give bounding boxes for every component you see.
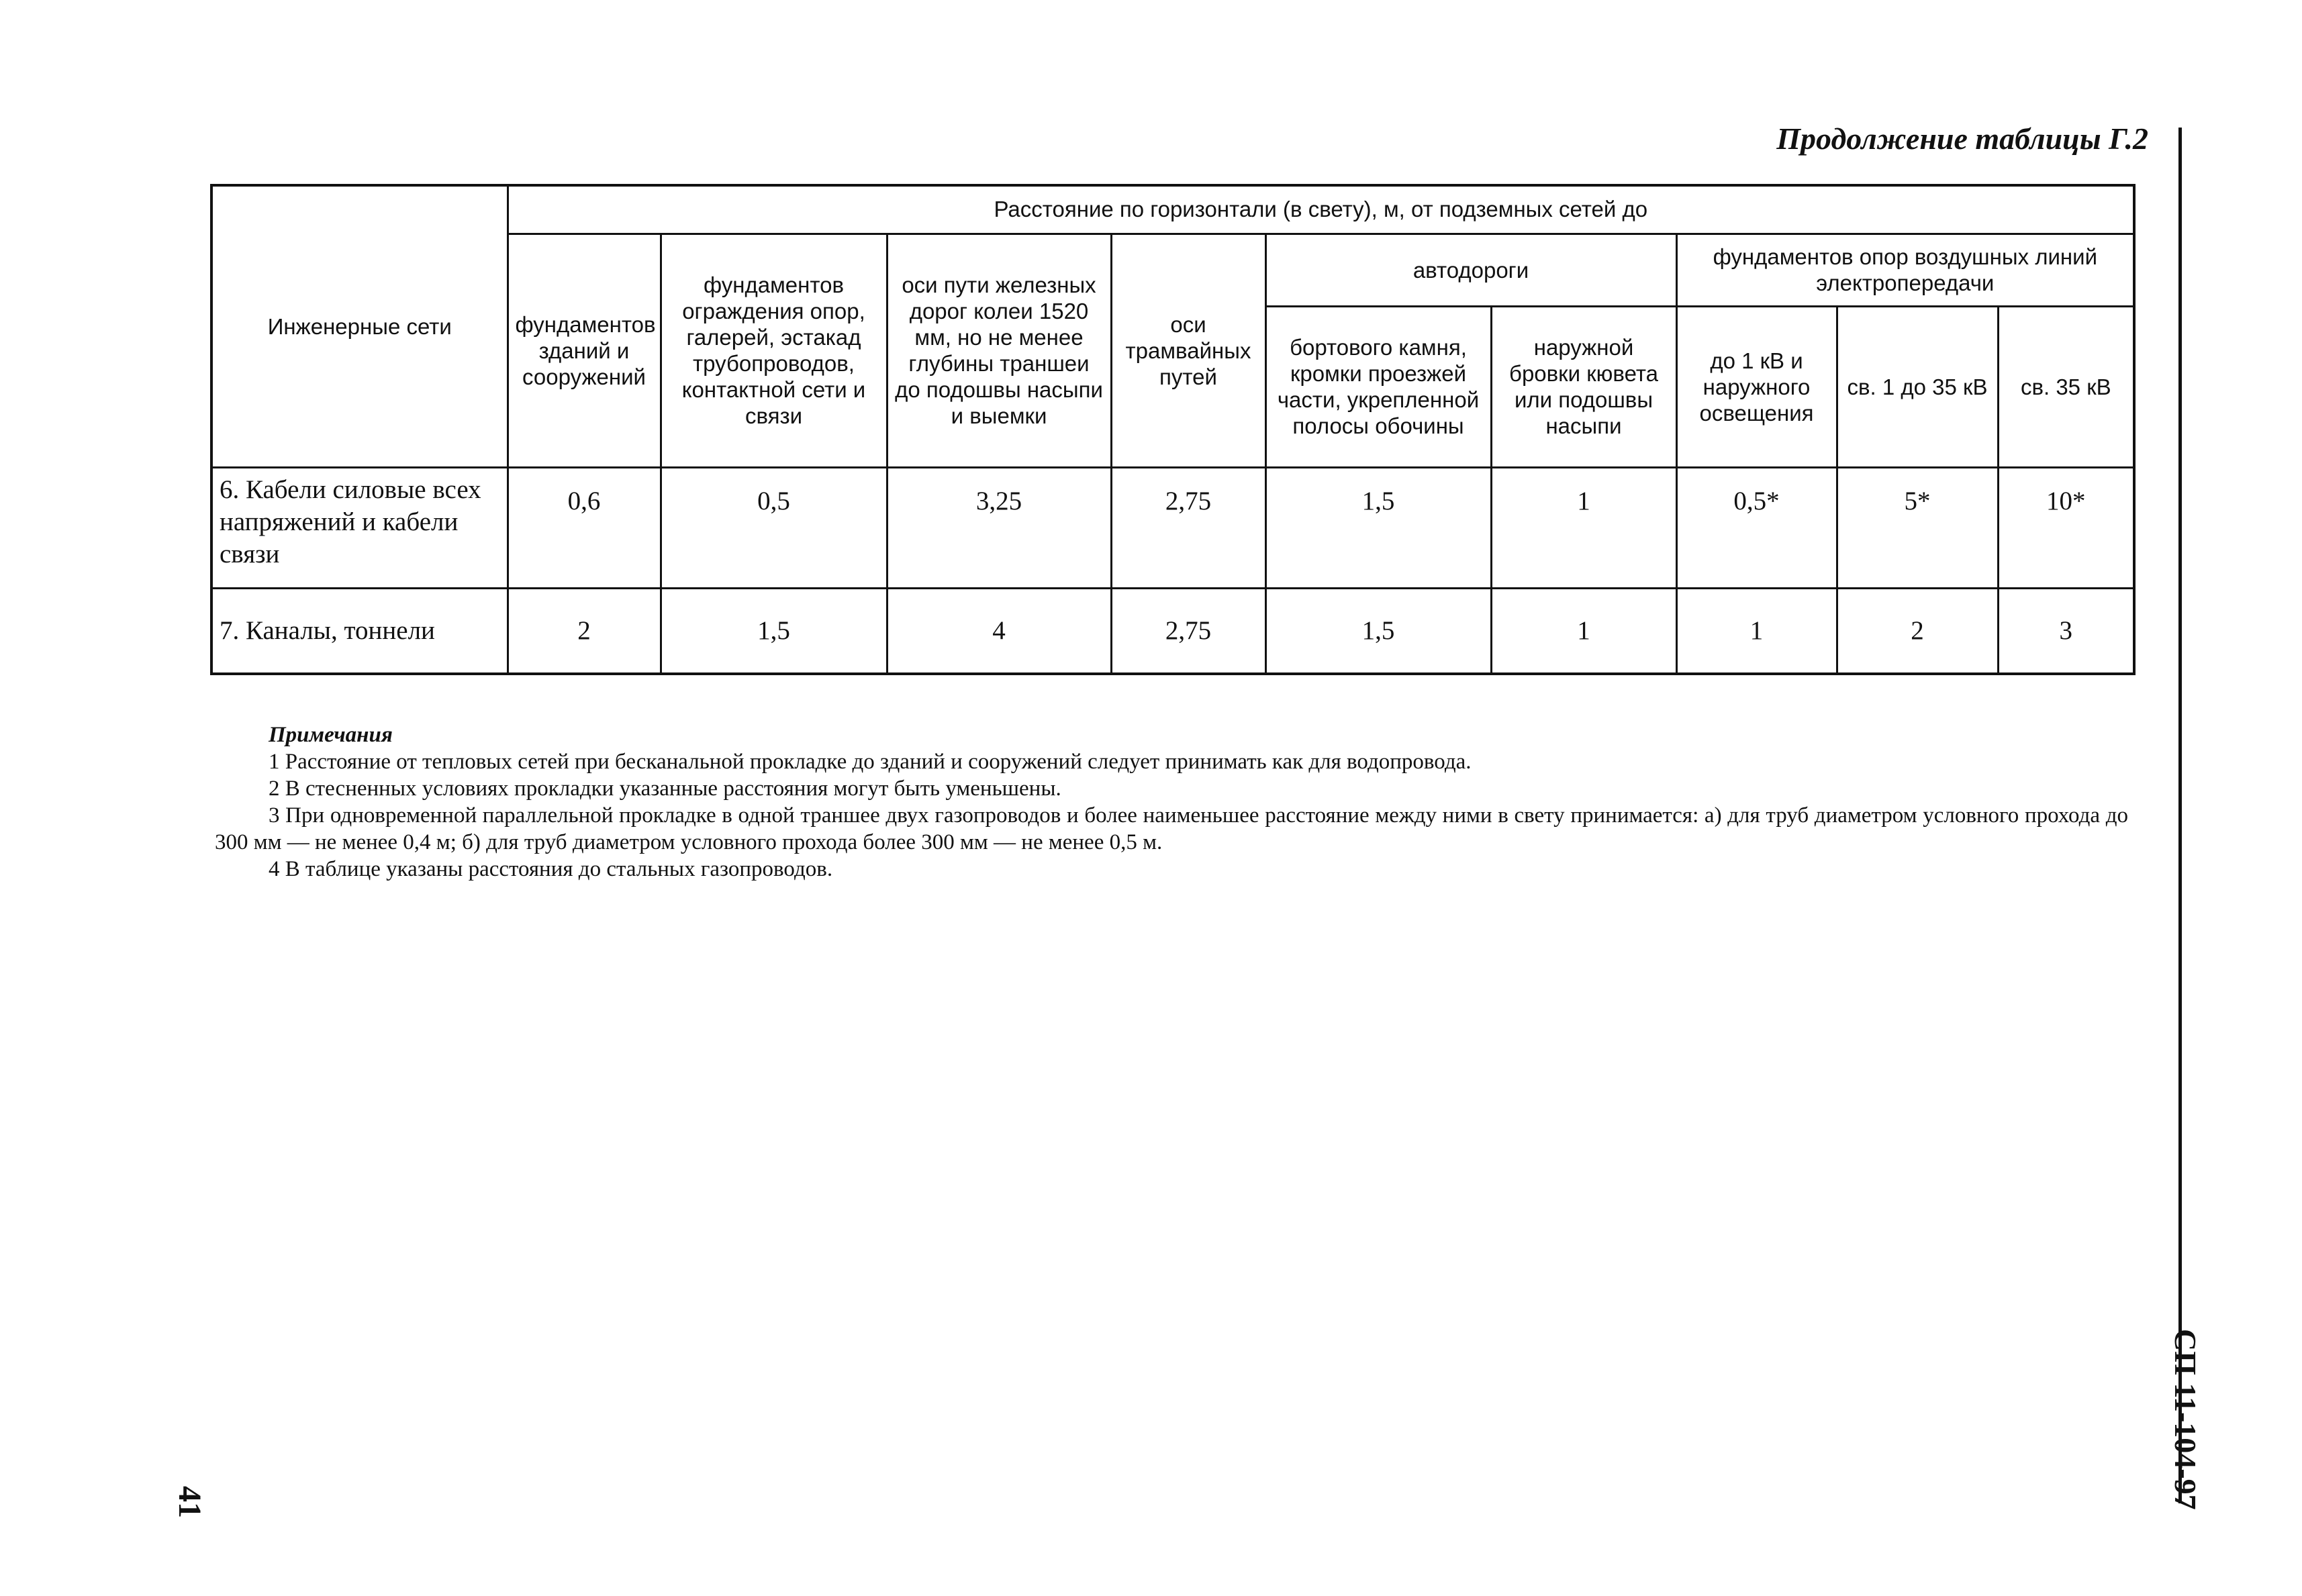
table-cell: 2,75	[1111, 588, 1265, 674]
table-cell: 1	[1676, 588, 1837, 674]
table-cell: 5*	[1837, 467, 1998, 588]
notes-section	[215, 721, 2128, 883]
note-item: 2 В стесненных условиях прокладки указанные расстояния могут быть уменьшены.	[269, 777, 1061, 801]
table-cell: 4	[887, 588, 1111, 674]
header-col-road-curb: бортового камня, кромки проезжей части, укрепленной полосы обочины	[1265, 306, 1491, 467]
table-cell: 3	[1998, 588, 2134, 674]
distances-table	[210, 184, 2136, 675]
table-cell: 2,75	[1111, 467, 1265, 588]
header-engineering-networks: Инженерные сети	[211, 185, 508, 467]
table-caption: Продолжение таблицы Г.2	[1776, 121, 2148, 156]
header-col-power-to-1kv: до 1 кВ и наружного освещения	[1676, 306, 1837, 467]
header-col-power-1-to-35kv: св. 1 до 35 кВ	[1837, 306, 1998, 467]
note-item: 4 В таблице указаны расстояния до стальных газопроводов.	[269, 857, 833, 881]
row-name: 6. Кабели силовые всех напряжений и кабели связи	[211, 467, 508, 588]
header-col-power-over-35kv: св. 35 кВ	[1998, 306, 2134, 467]
row-name: 7. Каналы, тоннели	[211, 588, 508, 674]
table-cell: 0,5	[661, 467, 887, 588]
table-cell: 0,5*	[1676, 467, 1837, 588]
table-cell: 1	[1491, 588, 1676, 674]
note-item: 3 При одновременной параллельной прокладке в одной траншее двух газопроводов и более наименьшее расстояние между ними в свету принимается: а) для труб диаметром условного прохода до 300 мм — не менее 0,4 м; б) для труб диаметром условного прохода более 300 мм — не менее 0,5 м.	[215, 803, 2128, 854]
table-cell: 2	[508, 588, 661, 674]
header-horizontal-distance: Расстояние по горизонтали (в свету), м, от подземных сетей до	[508, 185, 2134, 234]
header-col-railway-axis: оси пути железных дорог колеи 1520 мм, но не менее глубины траншеи до подошвы насыпи и выемки	[887, 234, 1111, 467]
table-cell: 1,5	[1265, 588, 1491, 674]
notes-title: Примечания	[269, 723, 393, 747]
header-col-tram-axis: оси трамвайных путей	[1111, 234, 1265, 467]
margin-rule	[2178, 128, 2182, 1503]
table-cell: 3,25	[887, 467, 1111, 588]
document-code: СП 11-104-97	[2168, 1329, 2203, 1510]
header-col-foundations-fences: фундаментов ограждения опор, галерей, эстакад трубопроводов, контактной сети и связи	[661, 234, 887, 467]
header-group-power-lines: фундаментов опор воздушных линий электропередачи	[1676, 234, 2134, 306]
table-row	[211, 588, 2134, 674]
page-number: 41	[172, 1486, 207, 1518]
header-col-road-ditch: наружной бровки кювета или подошвы насыпи	[1491, 306, 1676, 467]
note-item: 1 Расстояние от тепловых сетей при бесканальной прокладке до зданий и сооружений следует принимать как для водопровода.	[269, 750, 1472, 774]
table-cell: 1,5	[1265, 467, 1491, 588]
table-cell: 0,6	[508, 467, 661, 588]
table-cell: 1,5	[661, 588, 887, 674]
table-row	[211, 467, 2134, 588]
header-col-foundations-buildings: фундаментов зданий и сооружений	[508, 234, 661, 467]
table-cell: 2	[1837, 588, 1998, 674]
header-group-roads: автодороги	[1265, 234, 1676, 306]
table-cell: 10*	[1998, 467, 2134, 588]
table-cell: 1	[1491, 467, 1676, 588]
